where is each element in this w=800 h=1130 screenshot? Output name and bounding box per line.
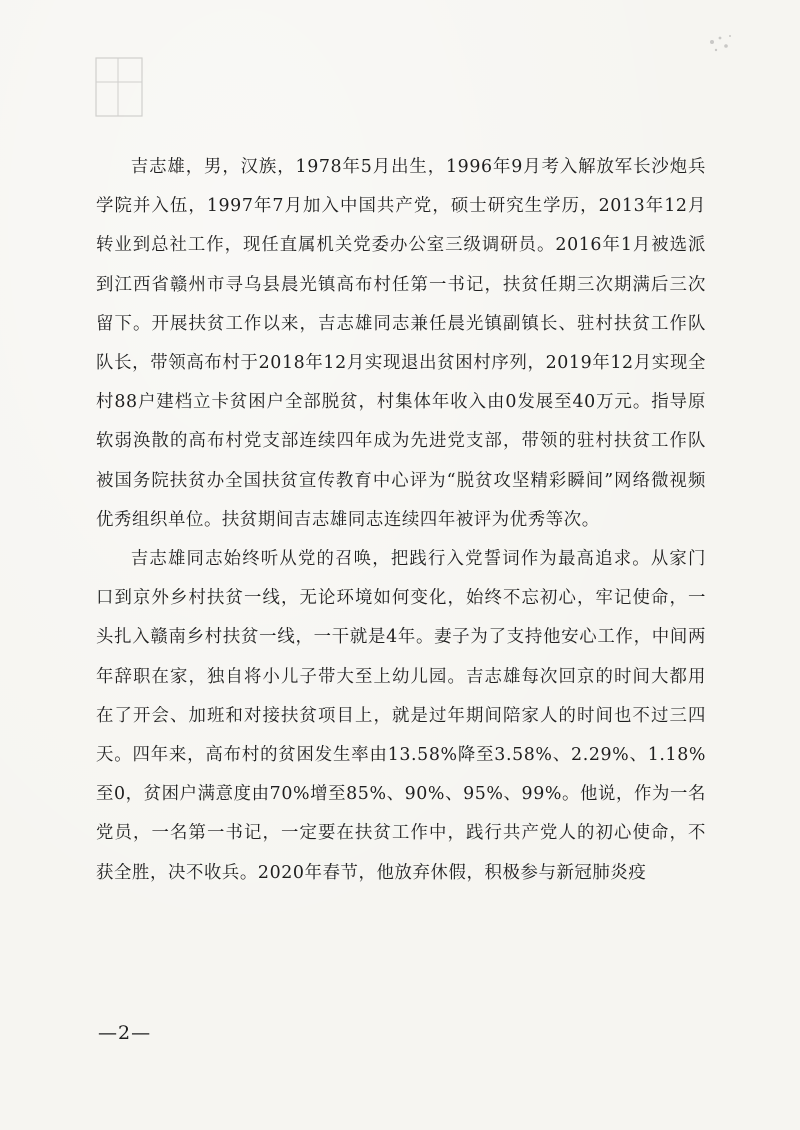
page-number: —2— (98, 1022, 152, 1044)
corner-smudge (700, 28, 740, 68)
paragraph-1: 吉志雄，男，汉族，1978年5月出生，1996年9月考入解放军长沙炮兵学院并入伍，1997年7月加入中国共产党，硕士研究生学历，2013年12月转业到总社工作，现任直属机关党委办公室三级调研员。2016年1月被选派到江西省赣州市寻乌县晨光镇高布村任第一书记，扶贫任期三次期满后三次留下。开展扶贫工作以来，吉志雄同志兼任晨光镇副镇长、驻村扶贫工作队队长，带领高布村于2018年12月实现退出贫困村序列，2019年12月实现全村88户建档立卡贫困户全部脱贫，村集体年收入由0发展至40万元。指导原软弱涣散的高布村党支部连续四年成为先进党支部，带领的驻村扶贫工作队被国务院扶贫办全国扶贫宣传教育中心评为“脱贫攻坚精彩瞬间”网络微视频优秀组织单位。扶贫期间吉志雄同志连续四年被评为优秀等次。 (96, 157, 706, 530)
faint-stamp-mark (92, 52, 150, 132)
paragraph-2: 吉志雄同志始终听从党的召唤，把践行入党誓词作为最高追求。从家门口到京外乡村扶贫一线，无论环境如何变化，始终不忘初心，牢记使命，一头扎入赣南乡村扶贫一线，一干就是4年。妻子为了支持他安心工作，中间两年辞职在家，独自将小儿子带大至上幼儿园。吉志雄每次回京的时间大都用在了开会、加班和对接扶贫项目上，就是过年期间陪家人的时间也不过三四天。四年来，高布村的贫困发生率由13.58%降至3.58%、2.29%、1.18%至0，贫困户满意度由70%增至85%、90%、95%、99%。他说，作为一名党员，一名第一书记，一定要在扶贫工作中，践行共产党人的初心使命，不获全胜，决不收兵。2020年春节，他放弃休假，积极参与新冠肺炎疫 (96, 549, 706, 883)
body-text (96, 148, 706, 893)
